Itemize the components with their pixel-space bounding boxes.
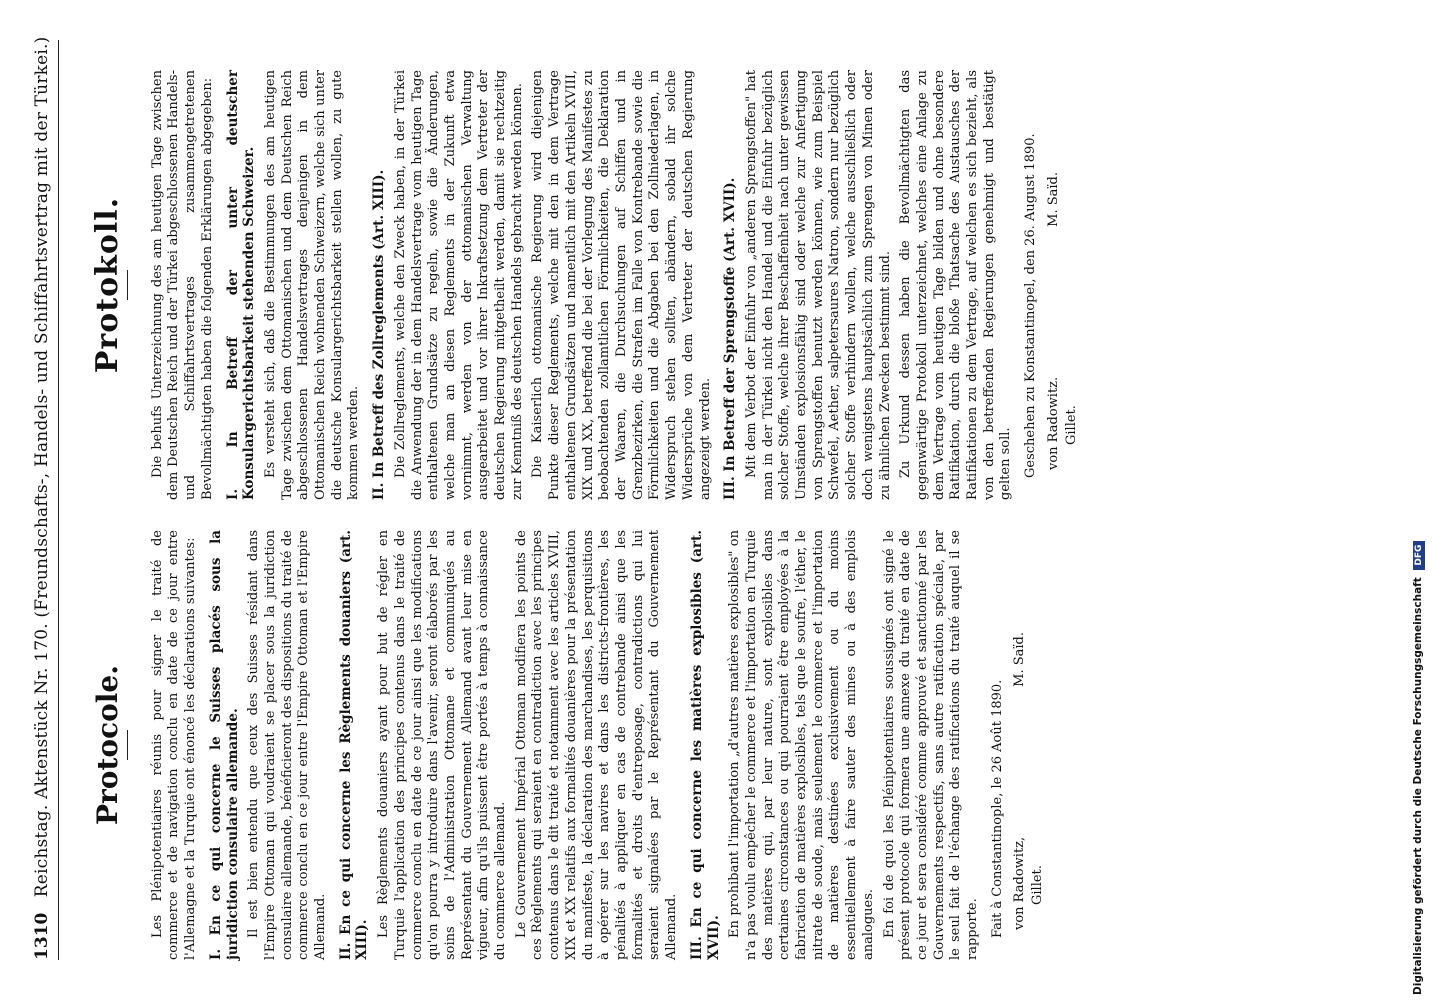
french-section-3-text: En prohibant l'importation „d'autres matières explosibles" on n'a pas voulu empêcher le commerce et l'importation en Turquie des matières qui, par leur nature, sont explosibles dans certaines circonstances ou qui pourraient être employées à la fabrication de matières explosibles, tels que le soufre, l'éther, le nitrate de soude, mais seulement le commerce et l'importation de matières destinées exclusivement ou du moins essentiellement à faire sauter des mines ou à des emplois analogues. — [727, 530, 876, 960]
french-intro: Les Plénipotentiaires réunis pour signer le traité de commerce et de navigation conclu en date de ce jour entre l'Allemagne et la Turquie ont énoncé les déclarations suivantes: — [149, 530, 199, 960]
german-column — [80, 70, 1082, 500]
french-section-3-heading: III. En ce qui concerne les matières explosibles (art. XVII). — [688, 530, 722, 960]
french-title: Protocole. — [91, 665, 124, 826]
french-column — [80, 530, 1048, 960]
german-title: Protokoll. — [90, 196, 125, 374]
german-section-3-text: Mit dem Verbot der Einfuhr von „anderen Sprengstoffen" hat man in der Türkei nicht den Handel und die Einfuhr bezüglich solcher Stoffe, welche ihrer Beschaffenheit nach unter gewissen Umständen explosionsfähig sind oder welche zur Anfertigung von Sprengstoffen benutzt werden können, wie zum Beispiel Schwefel, Aether, salpetersaures Natron, sondern nur bezüglich solcher Stoffe verhindern wollen, welche ausschließlich oder doch wenigstens hauptsächlich zum Sprengen von Minen oder zu ähnlichen Zwecken bestimmt sind. — [743, 70, 893, 500]
digitization-credit: Digitalisierung gefördert durch die Deutsche Forschungsgemeinschaft — [1412, 577, 1424, 995]
digitization-margin-note — [1388, 0, 1432, 1000]
german-dateline — [1023, 70, 1040, 500]
signature-gillet: Gillet. — [1030, 865, 1046, 905]
signature-gillet: Gillet. — [1063, 405, 1079, 445]
german-section-2-paragraph-2: Die Kaiserlich ottomanische Regierung wird diejenigen Punkte dieser Reglements, welche mit den in dem Vertrage enthaltenen Grundsätzen und namentlich mit den Artikeln XVIII, XIX und XX, betreffend die bei der Vorlegung des Manifestes zu beobachtenden zollamtlichen Förmlichkeiten, die Deklaration der Waaren, die Durchsuchungen auf Schiffen und in Grenzbezirken, die Strafen im Falle von Kontrebande sowie die Förmlichkeiten und die Abgaben bei den Zollniederlagen, in Widerspruch stehen sollten, abändern, sobald ihr solche Widersprüche von dem Vertreter der deutschen Regierung angezeigt werden. — [530, 70, 713, 500]
page-number: 1310 — [32, 912, 52, 960]
german-section-1-heading: I. In Betreff der unter deutscher Konsulargerichtsbarkeit stehenden Schweizer. — [224, 70, 258, 500]
french-section-2-paragraph-2: Le Gouvernement Impérial Ottoman modifiera les points de ces Règlements qui seraient en contradiction avec les principes contenus dans le dit traité et notamment avec les articles XVIII, XIX et XX relatifs aux formalités douanières pour la présentation du manifeste, la déclaration des marchandises, les perquisitions à opérer sur les navires et dans les districts-frontières, les pénalités à appliquer en cas de contrebande ainsi que les formalités et droits d'entreposage, contradictions qui lui seraient signalées par le Représentant du Gouvernement Allemand. — [513, 530, 680, 960]
dfg-logo: DFG — [1413, 541, 1425, 570]
title-rule — [127, 730, 128, 760]
signature-radowitz: von Radowitz, — [1012, 836, 1028, 930]
running-title: Reichstag. Aktenstück Nr. 170. (Freundschafts-, Handels- und Schiffahrtsvertrag mit der Türkei.) — [32, 36, 52, 898]
french-section-2-paragraph-1: Les Règlements douaniers ayant pour but de régler en Turquie l'application des principes contenus dans le traité de commerce conclu en date de ce jour ainsi que les modifications qu'on pourra y introduire dans l'avenir, seront élaborés par les soins de l'Administration Ottomane et communiqués au Représentant du Gouvernement Allemand avant leur mise en vigueur, afin qu'ils puissent être portés à temps à connaissance du commerce allemand. — [376, 530, 509, 960]
french-section-2-heading: II. En ce qui concerne les Règlements douaniers (art. XIII). — [337, 530, 371, 960]
french-signatures — [1012, 530, 1048, 960]
signature-said: M. Saïd. — [1012, 632, 1028, 687]
signature-radowitz: von Radowitz. — [1045, 376, 1061, 470]
german-date: Geschehen zu Konstantinopel, den 26. August 1890. — [1023, 133, 1039, 478]
german-section-2-paragraph-1: Die Zollreglements, welche den Zweck haben, in der Türkei die Anwendung der in dem Handelsvertrage vom heutigen Tage enthaltenen Grundsätze zu regeln, sowie die Änderungen, welche man an diesen Reglements in der Zukunft etwa vornimmt, werden von der ottomanischen Verwaltung ausgearbeitet und vor ihrer Inkraftsetzung dem Vertreter der deutschen Regierung mitgetheilt werden, damit sie rechtzeitig zur Kenntniß des deutschen Handels gebracht werden können. — [392, 70, 525, 500]
french-closing: En foi de quoi les Plénipotentiaires soussignés ont signé le présent protocole qui formera une annexe du traité en date de ce jour et sera considéré comme approuvé et sanctionné par les Gouvernements respectifs, sans autre ratification spéciale, par le seul fait de l'échange des ratifications du traité auquel il se rapporte. — [881, 530, 981, 960]
german-section-3-heading: III. In Betreff der Sprengstoffe (Art. XVII). — [722, 177, 739, 500]
french-section-1-heading: I. En ce qui concerne le Suisses placés sous la juridiction consulaire allemande. — [207, 530, 241, 960]
german-closing: Zu Urkund dessen haben die Bevollmächtigten das gegenwärtige Protokoll unterzeichnet, welches eine Anlage zu dem Vertrage vom heutigen Tage bilden und ohne besondere Ratifikation, durch die bloße Thatsache des Austausches der Ratifikationen zu dem Vertrage, auf welchen es sich bezieht, als von den betreffenden Regierungen genehmigt und bestätigt gelten soll. — [898, 70, 1014, 500]
french-date: Fait à Constantinople, le 26 Août 1890. — [989, 679, 1005, 938]
french-section-1-text: Il est bien entendu que ceux des Suisses résidant dans l'Empire Ottoman qui voudraient se placer sous la juridiction consulaire allemande, bénéficieront des dispositions du traité de commerce conclu en ce jour entre l'Empire Ottoman et l'Empire Allemand. — [246, 530, 329, 960]
german-section-1-text: Es versteht sich, daß die Bestimmungen des am heutigen Tage zwischen dem Ottomanischen und dem Deutschen Reich abgeschlossenen Handelsvertrages denjenigen in dem Ottomanischen Reich wohnenden Schweizern, welche sich unter die deutsche Konsulargerichtsbarkeit stellen wollen, zu gute kommen werden. — [262, 70, 362, 500]
page-header — [28, 36, 59, 960]
title-rule — [127, 270, 128, 300]
german-signatures — [1046, 70, 1082, 500]
german-intro: Die behufs Unterzeichnung des am heutigen Tage zwischen dem Deutschen Reich und der Türkei abgeschlossenen Handels- und Schiffahrtsvertrages zusammengetretenen Bevollmächtigten haben die folgenden Erklärungen abgegeben: — [149, 70, 215, 500]
french-dateline — [990, 530, 1007, 960]
signature-said: M. Saïd. — [1045, 172, 1061, 227]
german-section-2-heading: II. In Betreff des Zollreglements (Art. XIII). — [371, 169, 388, 500]
